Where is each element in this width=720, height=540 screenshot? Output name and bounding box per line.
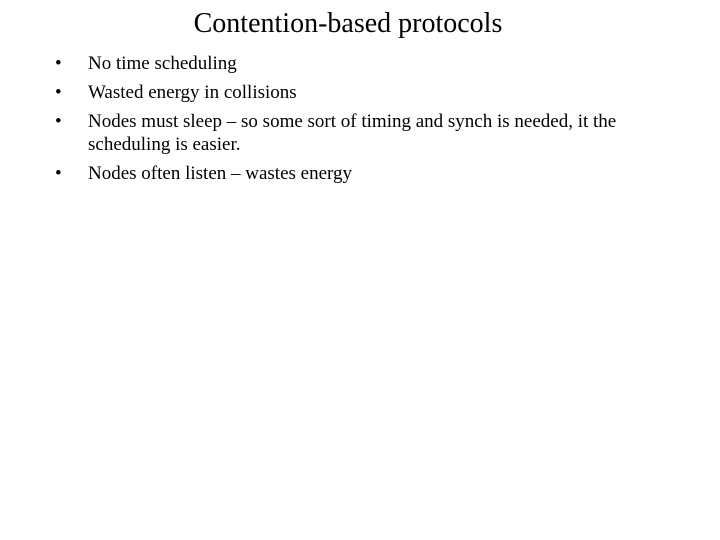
bullet-item [55, 52, 695, 75]
bullet-item [55, 110, 695, 156]
bullet-text: Nodes often listen – wastes energy [88, 163, 353, 184]
bullet-icon: • [55, 53, 62, 74]
bullet-item [55, 162, 695, 185]
bullet-item [55, 81, 695, 104]
bullet-text: No time scheduling [88, 53, 237, 74]
bullet-icon: • [55, 111, 62, 132]
bullet-icon: • [55, 82, 62, 103]
bullet-text: Nodes must sleep – so some sort of timing and synch is needed, it the scheduling is easier. [88, 111, 617, 155]
bullet-text: Wasted energy in collisions [88, 82, 297, 103]
bullet-icon: • [55, 163, 62, 184]
bullet-list [55, 52, 695, 191]
slide-title: Contention-based protocols [193, 8, 503, 39]
